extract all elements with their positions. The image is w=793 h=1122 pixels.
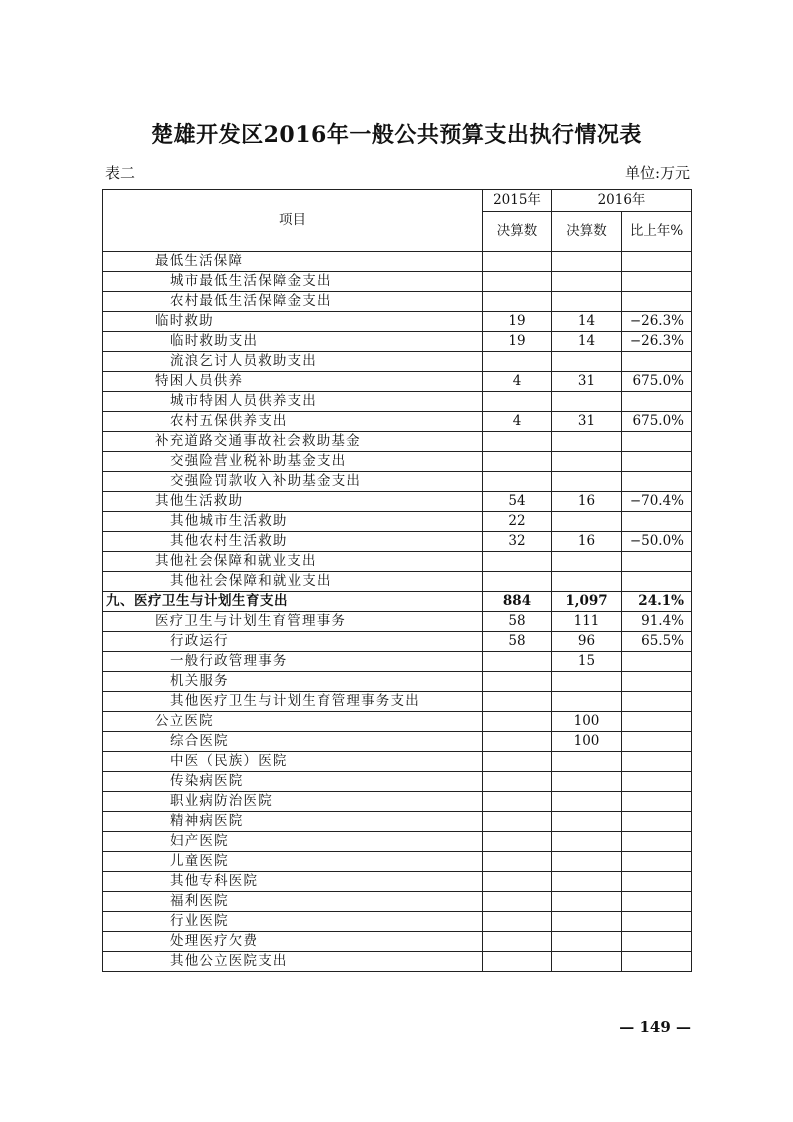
cell-change-pct: [622, 292, 692, 312]
cell-item: 最低生活保障: [103, 252, 483, 272]
cell-2016-final: [552, 832, 622, 852]
cell-2015-final: [483, 932, 552, 952]
cell-item: 其他生活救助: [103, 492, 483, 512]
cell-2015-final: [483, 792, 552, 812]
cell-2015-final: [483, 272, 552, 292]
cell-2015-final: [483, 352, 552, 372]
table-row: [103, 432, 692, 452]
cell-change-pct: [622, 472, 692, 492]
cell-2015-final: [483, 812, 552, 832]
header-2015: 2015年: [483, 190, 552, 212]
cell-2015-final: [483, 712, 552, 732]
cell-2016-final: 14: [552, 312, 622, 332]
cell-item: 其他社会保障和就业支出: [103, 572, 483, 592]
table-row: [103, 652, 692, 672]
cell-item: 行业医院: [103, 912, 483, 932]
cell-2015-final: [483, 872, 552, 892]
cell-2015-final: [483, 672, 552, 692]
cell-change-pct: 675.0%: [622, 372, 692, 392]
cell-2015-final: 19: [483, 332, 552, 352]
cell-2015-final: [483, 432, 552, 452]
cell-item: 特困人员供养: [103, 372, 483, 392]
table-row: [103, 892, 692, 912]
cell-2016-final: 96: [552, 632, 622, 652]
cell-change-pct: 24.1%: [622, 592, 692, 612]
cell-2015-final: 54: [483, 492, 552, 512]
table-row: [103, 352, 692, 372]
cell-2016-final: [552, 352, 622, 372]
header-2016: 2016年: [552, 190, 692, 212]
cell-item: 临时救助支出: [103, 332, 483, 352]
cell-2016-final: 14: [552, 332, 622, 352]
cell-2015-final: [483, 552, 552, 572]
cell-2015-final: 19: [483, 312, 552, 332]
table-row: [103, 852, 692, 872]
table-label: 表二: [105, 164, 136, 182]
cell-2016-final: [552, 772, 622, 792]
cell-2016-final: [552, 512, 622, 532]
cell-2016-final: [552, 872, 622, 892]
cell-change-pct: [622, 572, 692, 592]
cell-change-pct: −26.3%: [622, 332, 692, 352]
cell-2015-final: 4: [483, 412, 552, 432]
cell-2015-final: [483, 572, 552, 592]
cell-item: 交强险罚款收入补助基金支出: [103, 472, 483, 492]
cell-2015-final: 32: [483, 532, 552, 552]
table-row: [103, 912, 692, 932]
cell-change-pct: [622, 792, 692, 812]
table-body: [103, 252, 692, 972]
cell-2015-final: [483, 472, 552, 492]
table-header: [103, 190, 692, 252]
header-final-2015: 决算数: [483, 212, 552, 252]
table-row: [103, 812, 692, 832]
unit-label: 单位:万元: [624, 164, 690, 182]
cell-item: 机关服务: [103, 672, 483, 692]
cell-item: 福利医院: [103, 892, 483, 912]
table-row: [103, 712, 692, 732]
table-row: [103, 532, 692, 552]
cell-item: 其他医疗卫生与计划生育管理事务支出: [103, 692, 483, 712]
header-item: 项目: [103, 190, 483, 252]
table-row: [103, 932, 692, 952]
page-title: 楚雄开发区2016年一般公共预算支出执行情况表: [151, 122, 642, 148]
table-row: [103, 792, 692, 812]
cell-change-pct: [622, 892, 692, 912]
budget-table: [102, 189, 692, 972]
cell-2016-final: [552, 792, 622, 812]
cell-2015-final: [483, 752, 552, 772]
page-number: — 149 —: [619, 1018, 691, 1036]
cell-change-pct: [622, 432, 692, 452]
cell-change-pct: [622, 272, 692, 292]
table-row: [103, 672, 692, 692]
cell-change-pct: [622, 872, 692, 892]
cell-2015-final: [483, 252, 552, 272]
cell-2016-final: [552, 932, 622, 952]
table-row: [103, 272, 692, 292]
cell-2016-final: [552, 292, 622, 312]
table-row: [103, 452, 692, 472]
cell-2016-final: [552, 952, 622, 972]
cell-item: 农村最低生活保障金支出: [103, 292, 483, 312]
table-row: [103, 632, 692, 652]
table-row: [103, 692, 692, 712]
cell-item: 临时救助: [103, 312, 483, 332]
cell-2016-final: [552, 852, 622, 872]
cell-item: 九、医疗卫生与计划生育支出: [103, 592, 483, 612]
cell-2016-final: 111: [552, 612, 622, 632]
cell-2015-final: [483, 732, 552, 752]
cell-change-pct: [622, 812, 692, 832]
cell-change-pct: [622, 652, 692, 672]
cell-change-pct: [622, 252, 692, 272]
table-row: [103, 412, 692, 432]
cell-item: 流浪乞讨人员救助支出: [103, 352, 483, 372]
cell-item: 补充道路交通事故社会救助基金: [103, 432, 483, 452]
cell-2016-final: 16: [552, 532, 622, 552]
cell-change-pct: [622, 452, 692, 472]
cell-change-pct: −50.0%: [622, 532, 692, 552]
cell-item: 儿童医院: [103, 852, 483, 872]
cell-item: 精神病医院: [103, 812, 483, 832]
cell-item: 处理医疗欠费: [103, 932, 483, 952]
table-row: [103, 372, 692, 392]
cell-item: 综合医院: [103, 732, 483, 752]
cell-change-pct: [622, 552, 692, 572]
cell-change-pct: [622, 672, 692, 692]
cell-2016-final: [552, 432, 622, 452]
cell-item: 农村五保供养支出: [103, 412, 483, 432]
cell-2016-final: 100: [552, 712, 622, 732]
cell-2015-final: [483, 832, 552, 852]
cell-2015-final: 58: [483, 632, 552, 652]
cell-change-pct: [622, 732, 692, 752]
cell-change-pct: [622, 772, 692, 792]
table-row: [103, 572, 692, 592]
cell-item: 城市特困人员供养支出: [103, 392, 483, 412]
cell-item: 其他社会保障和就业支出: [103, 552, 483, 572]
cell-2016-final: [552, 392, 622, 412]
cell-2016-final: [552, 452, 622, 472]
cell-2015-final: [483, 692, 552, 712]
cell-2016-final: [552, 892, 622, 912]
cell-change-pct: [622, 512, 692, 532]
cell-2015-final: [483, 892, 552, 912]
cell-2016-final: [552, 912, 622, 932]
cell-item: 职业病防治医院: [103, 792, 483, 812]
cell-change-pct: [622, 392, 692, 412]
table-row: [103, 392, 692, 412]
cell-2016-final: [552, 272, 622, 292]
table-row: [103, 552, 692, 572]
table-row: [103, 732, 692, 752]
cell-2016-final: 16: [552, 492, 622, 512]
cell-item: 其他专科医院: [103, 872, 483, 892]
cell-2016-final: 1,097: [552, 592, 622, 612]
cell-change-pct: [622, 692, 692, 712]
header-change: 比上年%: [622, 212, 692, 252]
cell-item: 其他公立医院支出: [103, 952, 483, 972]
cell-2015-final: [483, 772, 552, 792]
table-row: [103, 492, 692, 512]
table-row: [103, 752, 692, 772]
cell-change-pct: [622, 932, 692, 952]
cell-2015-final: 4: [483, 372, 552, 392]
cell-2016-final: [552, 812, 622, 832]
cell-change-pct: 91.4%: [622, 612, 692, 632]
cell-2015-final: 58: [483, 612, 552, 632]
cell-2015-final: [483, 292, 552, 312]
cell-2016-final: [552, 472, 622, 492]
cell-2016-final: [552, 752, 622, 772]
cell-change-pct: −26.3%: [622, 312, 692, 332]
cell-item: 公立医院: [103, 712, 483, 732]
cell-item: 医疗卫生与计划生育管理事务: [103, 612, 483, 632]
cell-2016-final: 15: [552, 652, 622, 672]
cell-change-pct: [622, 352, 692, 372]
table-row: [103, 872, 692, 892]
cell-change-pct: [622, 952, 692, 972]
cell-change-pct: [622, 712, 692, 732]
cell-2016-final: [552, 672, 622, 692]
cell-2016-final: 31: [552, 412, 622, 432]
table-row: [103, 312, 692, 332]
cell-2015-final: [483, 392, 552, 412]
cell-item: 交强险营业税补助基金支出: [103, 452, 483, 472]
header-final-2016: 决算数: [552, 212, 622, 252]
table-row: [103, 292, 692, 312]
cell-2016-final: [552, 252, 622, 272]
cell-2016-final: 100: [552, 732, 622, 752]
cell-change-pct: [622, 852, 692, 872]
cell-2015-final: [483, 452, 552, 472]
table-row: [103, 472, 692, 492]
cell-item: 妇产医院: [103, 832, 483, 852]
table-row: [103, 252, 692, 272]
table-row: [103, 832, 692, 852]
cell-item: 行政运行: [103, 632, 483, 652]
cell-2016-final: [552, 552, 622, 572]
cell-2015-final: [483, 852, 552, 872]
cell-item: 一般行政管理事务: [103, 652, 483, 672]
cell-change-pct: [622, 832, 692, 852]
cell-2015-final: 884: [483, 592, 552, 612]
table-row: [103, 512, 692, 532]
cell-2015-final: [483, 952, 552, 972]
table-row: [103, 612, 692, 632]
cell-2016-final: [552, 692, 622, 712]
cell-item: 传染病医院: [103, 772, 483, 792]
cell-change-pct: 675.0%: [622, 412, 692, 432]
cell-item: 城市最低生活保障金支出: [103, 272, 483, 292]
cell-change-pct: [622, 912, 692, 932]
cell-2015-final: 22: [483, 512, 552, 532]
table-row: [103, 952, 692, 972]
cell-change-pct: −70.4%: [622, 492, 692, 512]
cell-2016-final: 31: [552, 372, 622, 392]
cell-item: 中医（民族）医院: [103, 752, 483, 772]
cell-2016-final: [552, 572, 622, 592]
cell-change-pct: [622, 752, 692, 772]
cell-item: 其他农村生活救助: [103, 532, 483, 552]
cell-item: 其他城市生活救助: [103, 512, 483, 532]
cell-2015-final: [483, 912, 552, 932]
table-row: [103, 772, 692, 792]
cell-change-pct: 65.5%: [622, 632, 692, 652]
cell-2015-final: [483, 652, 552, 672]
table-row: [103, 592, 692, 612]
table-row: [103, 332, 692, 352]
